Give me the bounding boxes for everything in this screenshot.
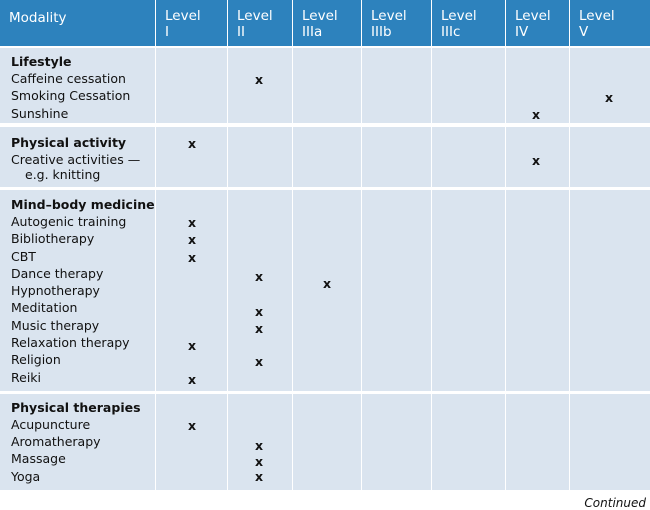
row-label <box>11 152 140 182</box>
evidence-mark: x <box>187 215 197 230</box>
header-level-ii-line1: Level <box>237 8 273 24</box>
row-label: Yoga <box>11 469 41 484</box>
row-label: Religion <box>11 352 61 367</box>
section-title: Physical therapies <box>11 400 141 415</box>
header-level-iv-line2: IV <box>515 24 529 40</box>
row-label: Caffeine cessation <box>11 71 126 86</box>
evidence-mark: x <box>254 454 264 469</box>
header-level-iiic-line2: IIIc <box>441 24 461 40</box>
row-label: Autogenic training <box>11 214 127 229</box>
header-level-iv-line1: Level <box>515 8 551 24</box>
column-divider <box>292 0 293 490</box>
evidence-mark: x <box>322 276 332 291</box>
row-label: Reiki <box>11 370 41 385</box>
evidence-mark: x <box>254 438 264 453</box>
header-level-i-line2: I <box>165 24 169 40</box>
evidence-mark: x <box>187 418 197 433</box>
column-divider <box>227 0 228 490</box>
row-label: CBT <box>11 249 36 264</box>
header-level-ii <box>228 0 292 46</box>
column-divider <box>431 0 432 490</box>
column-divider <box>505 0 506 490</box>
continued-note: Continued <box>584 496 646 510</box>
row-label: Massage <box>11 451 66 466</box>
evidence-mark: x <box>531 107 541 122</box>
header-level-ii-line2: II <box>237 24 245 40</box>
header-level-i-line1: Level <box>165 8 201 24</box>
row-label: Aromatherapy <box>11 434 101 449</box>
header-level-iiib-line2: IIIb <box>371 24 392 40</box>
row-label-line1: Creative activities — <box>11 152 141 167</box>
section-title: Lifestyle <box>11 54 72 69</box>
row-label: Music therapy <box>11 318 100 333</box>
header-level-iiib-line1: Level <box>371 8 407 24</box>
evidence-mark: x <box>531 153 541 168</box>
header-level-v-line2: V <box>579 24 589 40</box>
header-level-i <box>156 0 227 46</box>
row-label: Acupuncture <box>11 417 91 432</box>
header-level-iiic <box>432 0 505 46</box>
header-modality-label: Modality <box>9 10 67 26</box>
header-level-v <box>570 0 650 46</box>
evidence-mark: x <box>187 250 197 265</box>
row-label: Smoking Cessation <box>11 88 131 103</box>
header-level-iiia-line2: IIIa <box>302 24 323 40</box>
section-title: Mind–body medicine <box>11 197 155 212</box>
column-divider <box>569 0 570 490</box>
evidence-mark: x <box>187 372 197 387</box>
row-label: Relaxation therapy <box>11 335 130 350</box>
evidence-mark: x <box>187 232 197 247</box>
header-level-iiib <box>362 0 431 46</box>
evidence-mark: x <box>187 338 197 353</box>
evidence-mark: x <box>254 72 264 87</box>
header-modality <box>0 0 155 46</box>
evidence-mark: x <box>254 269 264 284</box>
header-level-iiia <box>293 0 361 46</box>
evidence-mark: x <box>254 354 264 369</box>
section-title: Physical activity <box>11 135 127 150</box>
evidence-mark: x <box>254 304 264 319</box>
row-label: Hypnotherapy <box>11 283 100 298</box>
row-label-line2: e.g. knitting <box>25 167 101 182</box>
evidence-mark: x <box>187 136 197 151</box>
header-level-iv <box>506 0 569 46</box>
row-label: Sunshine <box>11 106 69 121</box>
header-level-v-line1: Level <box>579 8 615 24</box>
row-label: Meditation <box>11 300 78 315</box>
row-label: Dance therapy <box>11 266 104 281</box>
evidence-mark: x <box>604 90 614 105</box>
evidence-mark: x <box>254 321 264 336</box>
row-label: Bibliotherapy <box>11 231 95 246</box>
header-level-iiic-line1: Level <box>441 8 477 24</box>
evidence-mark: x <box>254 469 264 484</box>
column-divider <box>361 0 362 490</box>
column-divider <box>155 0 156 490</box>
header-level-iiia-line1: Level <box>302 8 338 24</box>
